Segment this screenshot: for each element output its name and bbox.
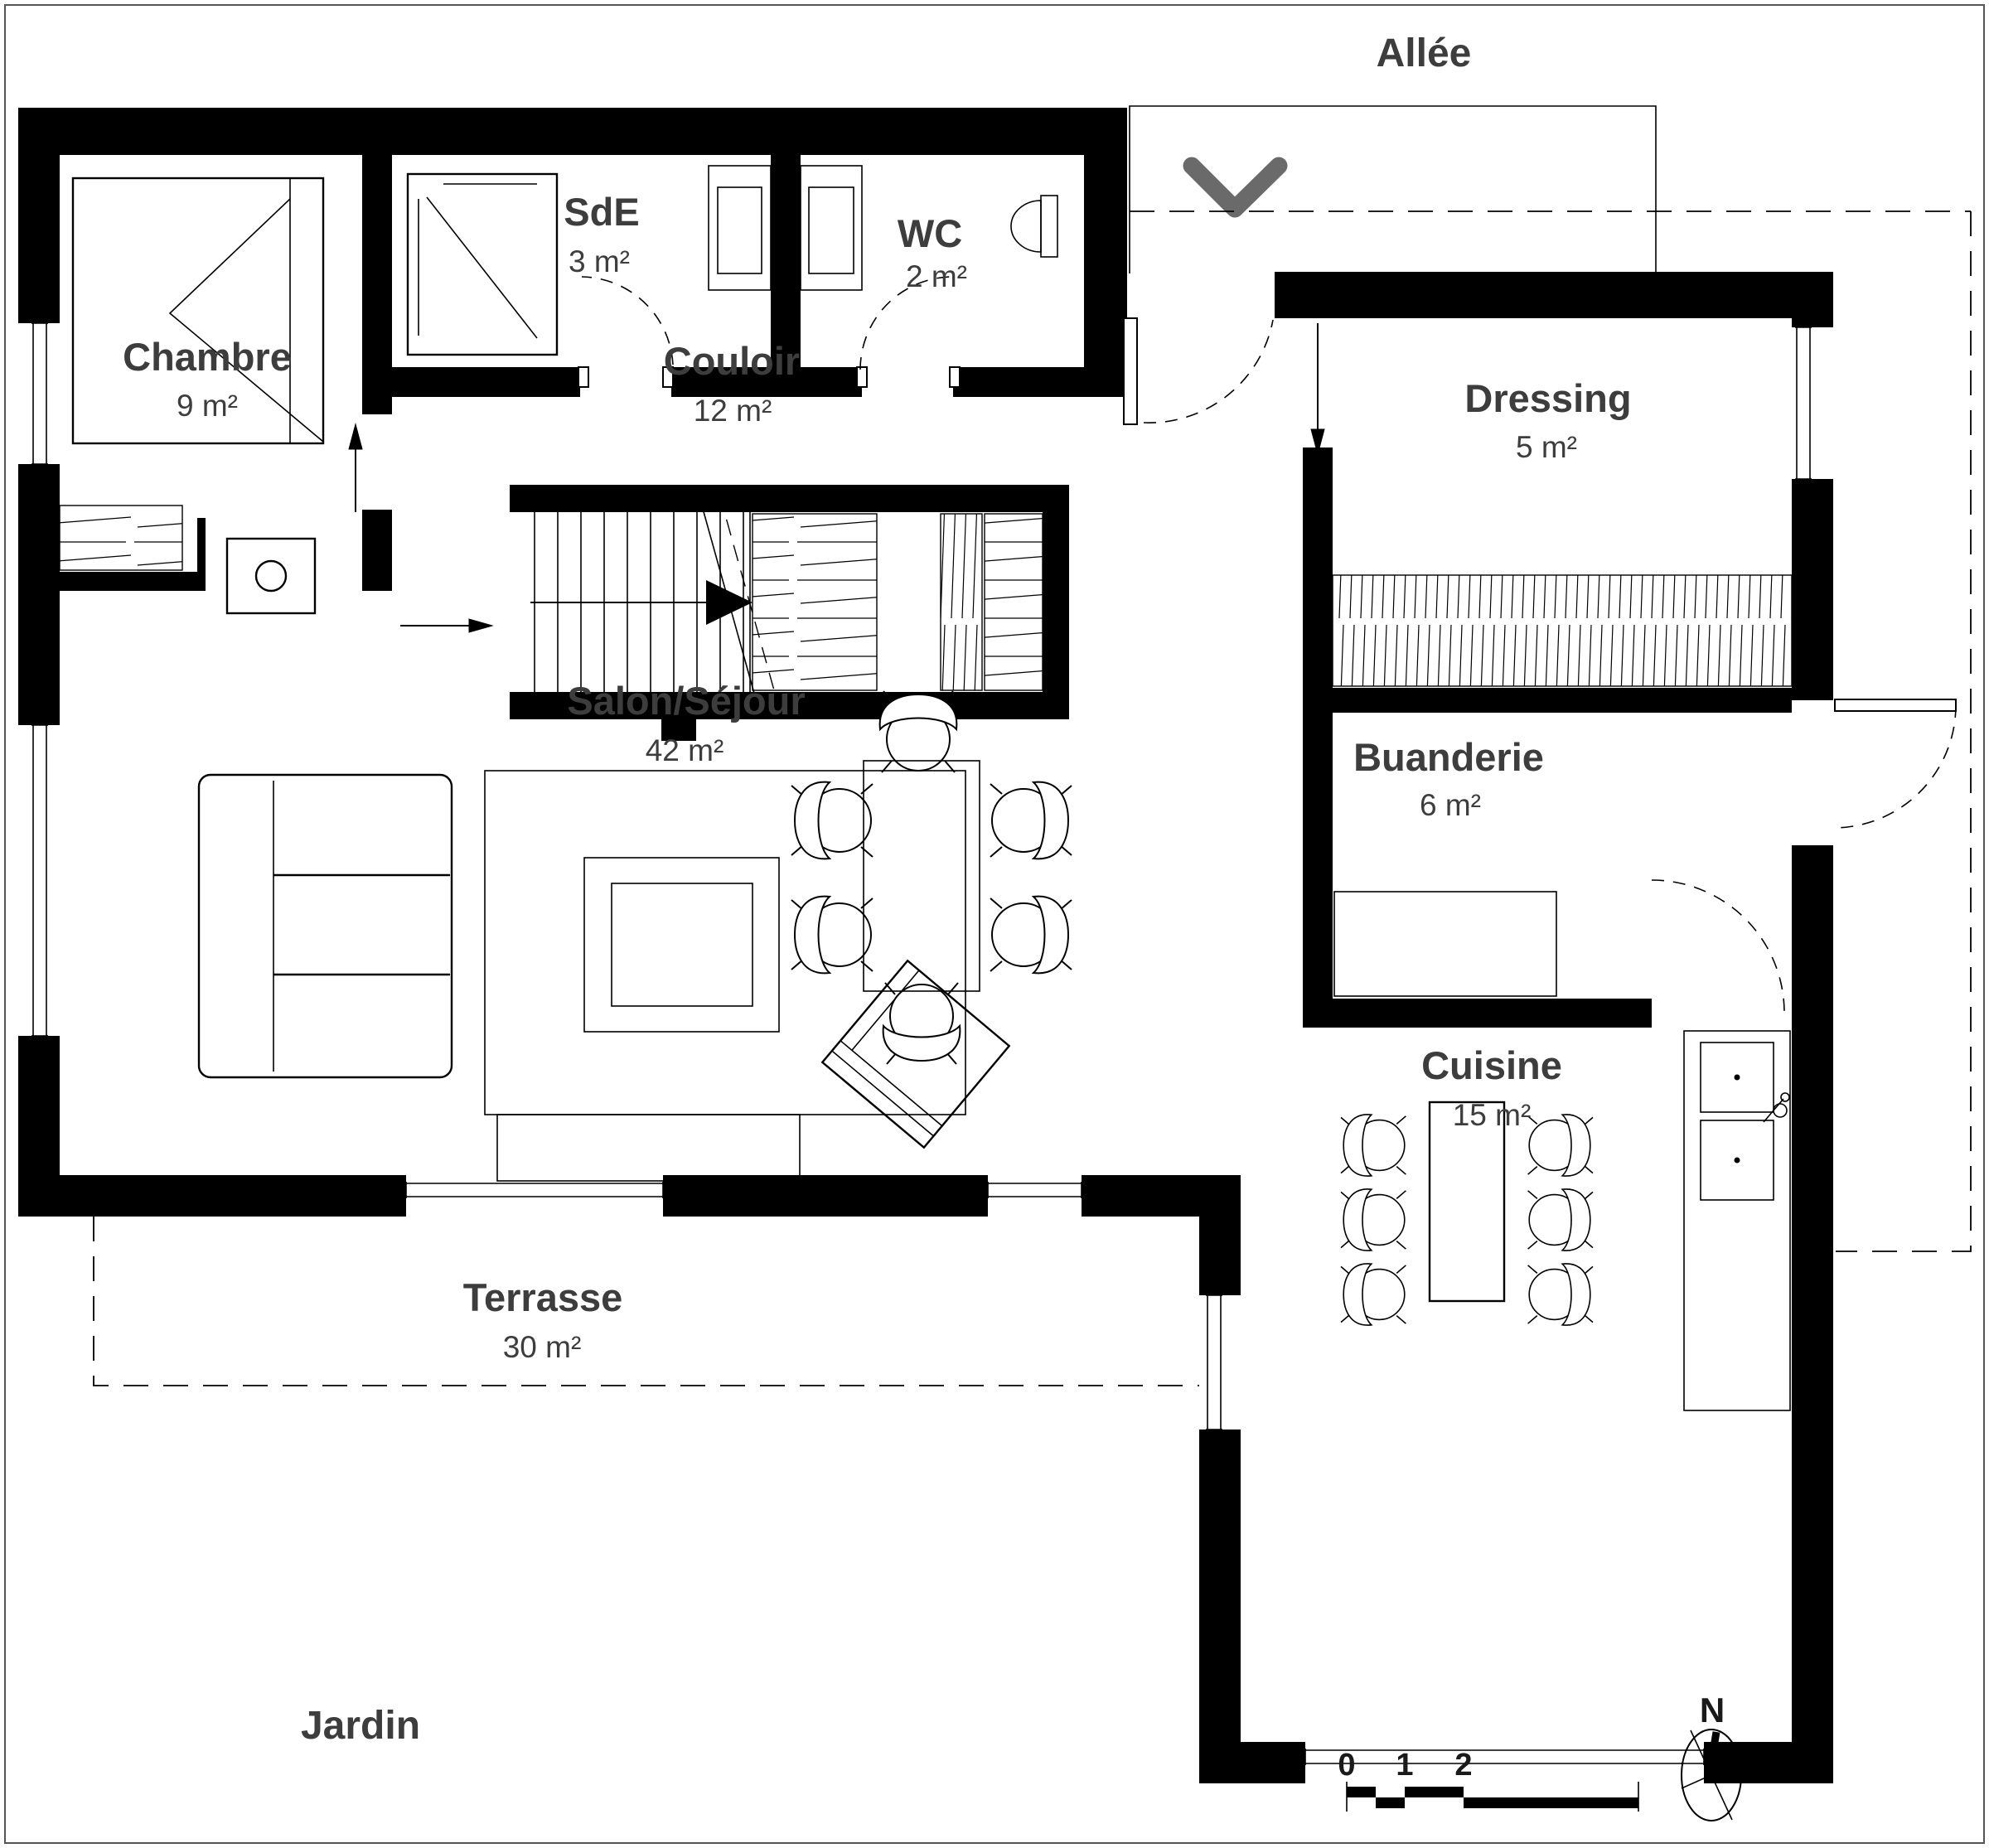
coffee-table-icon (584, 858, 779, 1032)
window (1206, 1295, 1222, 1430)
stool-icon (1528, 1189, 1593, 1251)
wall-segment (1792, 479, 1833, 700)
wall-segment (1333, 688, 1792, 713)
sink-icon (1701, 1043, 1774, 1112)
wardrobe-hatch (1333, 575, 1792, 686)
room-label-sde: SdE (564, 190, 640, 234)
dining-table-icon (864, 761, 980, 991)
wall-segment (1082, 1175, 1241, 1217)
room-area-buanderie: 6 m² (1420, 788, 1481, 822)
chair-icon (990, 782, 1072, 859)
closet-shelves-icon (60, 506, 182, 570)
room-area-sde: 3 m² (569, 244, 630, 278)
sofa-icon (199, 775, 452, 1077)
window (406, 1182, 663, 1198)
shower-icon (408, 174, 557, 355)
chair-icon (791, 897, 873, 974)
window (988, 1182, 1082, 1198)
wall-segment (18, 108, 1127, 155)
kitchen-counter (1684, 1031, 1790, 1410)
wall-segment (1199, 1217, 1241, 1295)
door-arc (1144, 320, 1273, 423)
window (31, 323, 48, 464)
direction-arrow (469, 619, 492, 632)
door-arc (582, 277, 673, 365)
window (31, 725, 48, 1036)
wall-segment (1303, 447, 1333, 1028)
stool-icon (1341, 1264, 1406, 1325)
room-label-terrasse: Terrasse (462, 1275, 623, 1319)
site-label-allee: Allée (1376, 31, 1472, 75)
stair-storage-shelves (753, 514, 877, 690)
door-frame (857, 367, 867, 387)
wall-segment (18, 1175, 406, 1217)
room-label-buanderie: Buanderie (1353, 735, 1544, 779)
wall-segment (362, 510, 392, 591)
wall-segment (1084, 155, 1127, 397)
door-leaf (1124, 318, 1137, 424)
chair-icon (791, 782, 873, 859)
wall-segment (56, 572, 199, 591)
room-label-salon: Salon/Séjour (567, 679, 806, 723)
wall-segment (510, 485, 1069, 512)
door-arc (1652, 880, 1784, 1013)
wall-segment (1333, 999, 1652, 1028)
window (1305, 1749, 1704, 1765)
terrasse-boundary (94, 1217, 1199, 1386)
door-leaf (1835, 699, 1956, 711)
room-label-couloir: Couloir (663, 339, 801, 383)
entrance-chevron-icon (1192, 166, 1279, 209)
room-area-terrasse: 30 m² (502, 1330, 582, 1364)
wall-segment (18, 464, 60, 725)
island-icon (1430, 1102, 1504, 1301)
wall-segment (197, 518, 206, 591)
stools (1341, 1115, 1593, 1325)
scale-tick-2: 2 (1454, 1748, 1473, 1783)
site-boundary (1836, 211, 1971, 1251)
scale-tick-1: 1 (1396, 1748, 1414, 1783)
site-label-jardin: Jardin (300, 1704, 421, 1748)
washer-counter-icon (1334, 892, 1556, 996)
compass-north-label: N (1699, 1691, 1725, 1729)
room-area-dressing: 5 m² (1516, 430, 1577, 464)
wall-segment (1199, 1430, 1241, 1783)
door-frame (950, 367, 960, 387)
scale-bar (1338, 1748, 1638, 1812)
stool-icon (1528, 1264, 1593, 1325)
wall-segment (801, 367, 862, 397)
stool-icon (1341, 1189, 1406, 1251)
sideboard-icon (497, 1115, 800, 1181)
chair-icon (990, 897, 1072, 974)
room-area-wc: 2 m² (906, 259, 967, 293)
wall-segment (1792, 845, 1833, 1783)
room-label-dressing: Dressing (1464, 376, 1632, 420)
wall-segment (1275, 272, 1833, 318)
stair-storage-hanging (941, 514, 982, 690)
room-area-salon: 42 m² (645, 733, 724, 767)
stool-icon (1528, 1115, 1593, 1176)
room-area-couloir: 12 m² (693, 394, 772, 428)
room-label-chambre: Chambre (123, 335, 292, 379)
toilet-icon (1011, 196, 1057, 257)
sink-icon (1701, 1120, 1774, 1200)
rug (485, 771, 965, 1115)
washbasin-icon (801, 166, 862, 290)
faucet-icon (1764, 1093, 1789, 1122)
wall-segment (18, 108, 60, 323)
direction-arrow (349, 424, 362, 449)
washbasin-icon (709, 166, 771, 290)
room-label-wc: WC (897, 211, 963, 255)
door-frame (578, 367, 588, 387)
window (1795, 327, 1812, 479)
dining-set (791, 691, 1072, 1064)
stool-icon (1341, 1115, 1406, 1176)
wall-segment (362, 155, 392, 414)
wall-segment (1043, 485, 1069, 719)
stove-icon (227, 539, 315, 613)
scale-tick-0: 0 (1338, 1748, 1356, 1783)
door-arc (1833, 705, 1956, 828)
stair-storage-shelves (985, 514, 1043, 690)
room-area-cuisine: 15 m² (1452, 1098, 1532, 1132)
wall-segment (392, 367, 580, 397)
wall-segment (1199, 1742, 1305, 1783)
wall-segment (953, 367, 1084, 397)
room-area-chambre: 9 m² (177, 389, 238, 423)
room-label-cuisine: Cuisine (1421, 1043, 1562, 1087)
